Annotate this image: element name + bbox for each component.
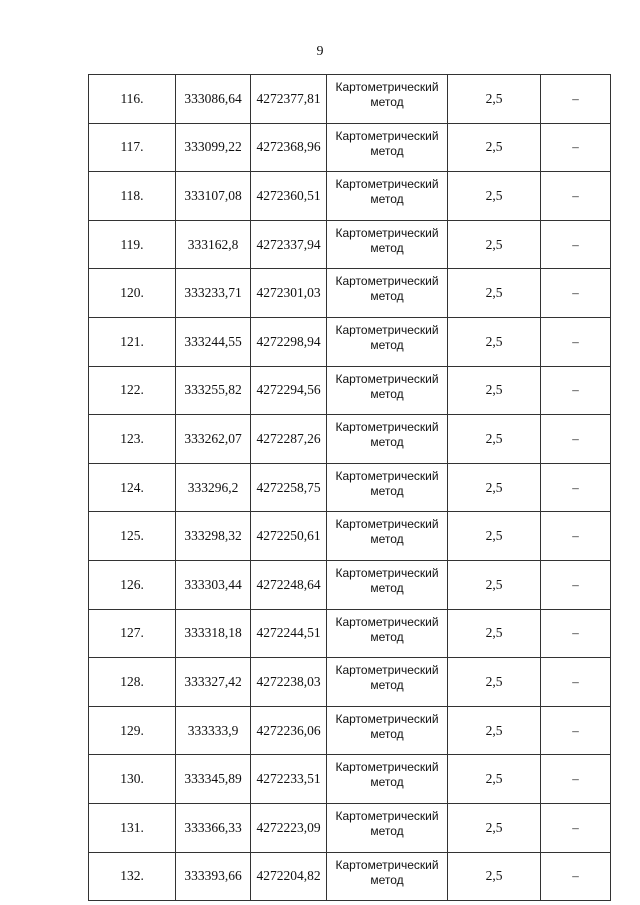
point-number-cell: 131. — [89, 803, 176, 852]
accuracy-cell: 2,5 — [448, 609, 541, 658]
table-row — [89, 658, 611, 707]
method-cell — [327, 366, 448, 415]
x-coordinate-cell: 333298,32 — [176, 512, 251, 561]
y-coordinate-cell: 4272368,96 — [251, 123, 327, 172]
point-number-cell: 119. — [89, 220, 176, 269]
accuracy-cell: 2,5 — [448, 172, 541, 221]
description-cell: – — [541, 75, 611, 124]
description-cell: – — [541, 269, 611, 318]
method-line-2: метод — [370, 532, 404, 547]
method-cell — [327, 415, 448, 464]
description-cell: – — [541, 803, 611, 852]
method-line-1: Картометрический — [335, 274, 439, 289]
x-coordinate-cell: 333255,82 — [176, 366, 251, 415]
description-cell: – — [541, 755, 611, 804]
point-number-cell: 128. — [89, 658, 176, 707]
method-cell — [327, 852, 448, 901]
y-coordinate-cell: 4272258,75 — [251, 463, 327, 512]
accuracy-cell: 2,5 — [448, 560, 541, 609]
table-row — [89, 415, 611, 464]
x-coordinate-cell: 333244,55 — [176, 317, 251, 366]
method-line-2: метод — [370, 337, 404, 352]
method-cell — [327, 269, 448, 318]
method-line-2: метод — [370, 95, 404, 109]
method-line-1: Картометрический — [335, 857, 439, 872]
x-coordinate-cell: 333086,64 — [176, 75, 251, 124]
y-coordinate-cell: 4272248,64 — [251, 560, 327, 609]
y-coordinate-cell: 4272233,51 — [251, 755, 327, 804]
description-cell: – — [541, 463, 611, 512]
method-line-2: метод — [370, 435, 404, 450]
method-line-1: Картометрический — [335, 225, 439, 240]
method-line-1: Картометрический — [335, 420, 439, 435]
x-coordinate-cell: 333107,08 — [176, 172, 251, 221]
method-line-1: Картометрический — [335, 371, 439, 386]
accuracy-cell: 2,5 — [448, 269, 541, 318]
method-line-1: Картометрический — [335, 322, 439, 337]
method-line-2: метод — [370, 678, 404, 693]
method-cell — [327, 755, 448, 804]
point-number-cell: 129. — [89, 706, 176, 755]
method-line-1: Картометрический — [335, 517, 439, 532]
accuracy-cell: 2,5 — [448, 123, 541, 172]
y-coordinate-cell: 4272301,03 — [251, 269, 327, 318]
method-cell — [327, 512, 448, 561]
method-line-2: метод — [370, 143, 404, 158]
method-line-2: метод — [370, 726, 404, 741]
accuracy-cell: 2,5 — [448, 658, 541, 707]
method-line-2: метод — [370, 192, 404, 207]
y-coordinate-cell: 4272238,03 — [251, 658, 327, 707]
method-cell — [327, 560, 448, 609]
accuracy-cell: 2,5 — [448, 75, 541, 124]
x-coordinate-cell: 333303,44 — [176, 560, 251, 609]
method-line-1: Картометрический — [335, 80, 439, 94]
table-row — [89, 803, 611, 852]
point-number-cell: 122. — [89, 366, 176, 415]
table-row — [89, 755, 611, 804]
method-line-1: Картометрический — [335, 614, 439, 629]
y-coordinate-cell: 4272236,06 — [251, 706, 327, 755]
table-row — [89, 172, 611, 221]
table-row — [89, 706, 611, 755]
description-cell: – — [541, 366, 611, 415]
x-coordinate-cell: 333233,71 — [176, 269, 251, 318]
method-cell — [327, 172, 448, 221]
y-coordinate-cell: 4272298,94 — [251, 317, 327, 366]
accuracy-cell: 2,5 — [448, 415, 541, 464]
point-number-cell: 130. — [89, 755, 176, 804]
description-cell: – — [541, 415, 611, 464]
method-cell — [327, 463, 448, 512]
y-coordinate-cell: 4272377,81 — [251, 75, 327, 124]
table-row — [89, 366, 611, 415]
method-line-1: Картометрический — [335, 760, 439, 775]
accuracy-cell: 2,5 — [448, 803, 541, 852]
method-line-1: Картометрический — [335, 177, 439, 192]
y-coordinate-cell: 4272204,82 — [251, 852, 327, 901]
table-row — [89, 560, 611, 609]
accuracy-cell: 2,5 — [448, 755, 541, 804]
table-row — [89, 512, 611, 561]
y-coordinate-cell: 4272223,09 — [251, 803, 327, 852]
description-cell: – — [541, 658, 611, 707]
accuracy-cell: 2,5 — [448, 512, 541, 561]
method-cell — [327, 123, 448, 172]
table-row — [89, 609, 611, 658]
x-coordinate-cell: 333393,66 — [176, 852, 251, 901]
point-number-cell: 116. — [89, 75, 176, 124]
table-row — [89, 75, 611, 124]
point-number-cell: 123. — [89, 415, 176, 464]
point-number-cell: 120. — [89, 269, 176, 318]
point-number-cell: 124. — [89, 463, 176, 512]
coordinates-table-body — [89, 75, 611, 901]
method-line-2: метод — [370, 872, 404, 887]
page-number: 9 — [316, 44, 324, 59]
x-coordinate-cell: 333333,9 — [176, 706, 251, 755]
method-line-2: метод — [370, 289, 404, 304]
method-line-1: Картометрический — [335, 128, 439, 143]
description-cell: – — [541, 512, 611, 561]
method-cell — [327, 75, 448, 124]
y-coordinate-cell: 4272244,51 — [251, 609, 327, 658]
accuracy-cell: 2,5 — [448, 220, 541, 269]
x-coordinate-cell: 333318,18 — [176, 609, 251, 658]
table-row — [89, 317, 611, 366]
method-line-1: Картометрический — [335, 663, 439, 678]
point-number-cell: 118. — [89, 172, 176, 221]
method-cell — [327, 658, 448, 707]
method-cell — [327, 317, 448, 366]
accuracy-cell: 2,5 — [448, 463, 541, 512]
description-cell: – — [541, 317, 611, 366]
method-line-2: метод — [370, 775, 404, 790]
table-row — [89, 123, 611, 172]
point-number-cell: 125. — [89, 512, 176, 561]
point-number-cell: 132. — [89, 852, 176, 901]
method-cell — [327, 803, 448, 852]
method-line-1: Картометрический — [335, 711, 439, 726]
table-row — [89, 269, 611, 318]
description-cell: – — [541, 172, 611, 221]
x-coordinate-cell: 333162,8 — [176, 220, 251, 269]
x-coordinate-cell: 333366,33 — [176, 803, 251, 852]
method-line-1: Картометрический — [335, 468, 439, 483]
point-number-cell: 117. — [89, 123, 176, 172]
accuracy-cell: 2,5 — [448, 706, 541, 755]
method-line-2: метод — [370, 483, 404, 498]
point-number-cell: 127. — [89, 609, 176, 658]
method-line-2: метод — [370, 823, 404, 838]
method-cell — [327, 220, 448, 269]
y-coordinate-cell: 4272287,26 — [251, 415, 327, 464]
description-cell: – — [541, 706, 611, 755]
x-coordinate-cell: 333296,2 — [176, 463, 251, 512]
x-coordinate-cell: 333262,07 — [176, 415, 251, 464]
y-coordinate-cell: 4272360,51 — [251, 172, 327, 221]
method-cell — [327, 609, 448, 658]
x-coordinate-cell: 333345,89 — [176, 755, 251, 804]
method-line-1: Картометрический — [335, 808, 439, 823]
method-cell — [327, 706, 448, 755]
coordinates-table — [88, 74, 611, 901]
description-cell: – — [541, 852, 611, 901]
accuracy-cell: 2,5 — [448, 317, 541, 366]
method-line-1: Картометрический — [335, 565, 439, 580]
description-cell: – — [541, 220, 611, 269]
description-cell: – — [541, 123, 611, 172]
table-row — [89, 852, 611, 901]
description-cell: – — [541, 609, 611, 658]
y-coordinate-cell: 4272294,56 — [251, 366, 327, 415]
accuracy-cell: 2,5 — [448, 852, 541, 901]
method-line-2: метод — [370, 580, 404, 595]
table-row — [89, 220, 611, 269]
x-coordinate-cell: 333327,42 — [176, 658, 251, 707]
x-coordinate-cell: 333099,22 — [176, 123, 251, 172]
accuracy-cell: 2,5 — [448, 366, 541, 415]
table-row — [89, 463, 611, 512]
y-coordinate-cell: 4272250,61 — [251, 512, 327, 561]
y-coordinate-cell: 4272337,94 — [251, 220, 327, 269]
method-line-2: метод — [370, 629, 404, 644]
method-line-2: метод — [370, 386, 404, 401]
point-number-cell: 121. — [89, 317, 176, 366]
method-line-2: метод — [370, 240, 404, 255]
point-number-cell: 126. — [89, 560, 176, 609]
description-cell: – — [541, 560, 611, 609]
